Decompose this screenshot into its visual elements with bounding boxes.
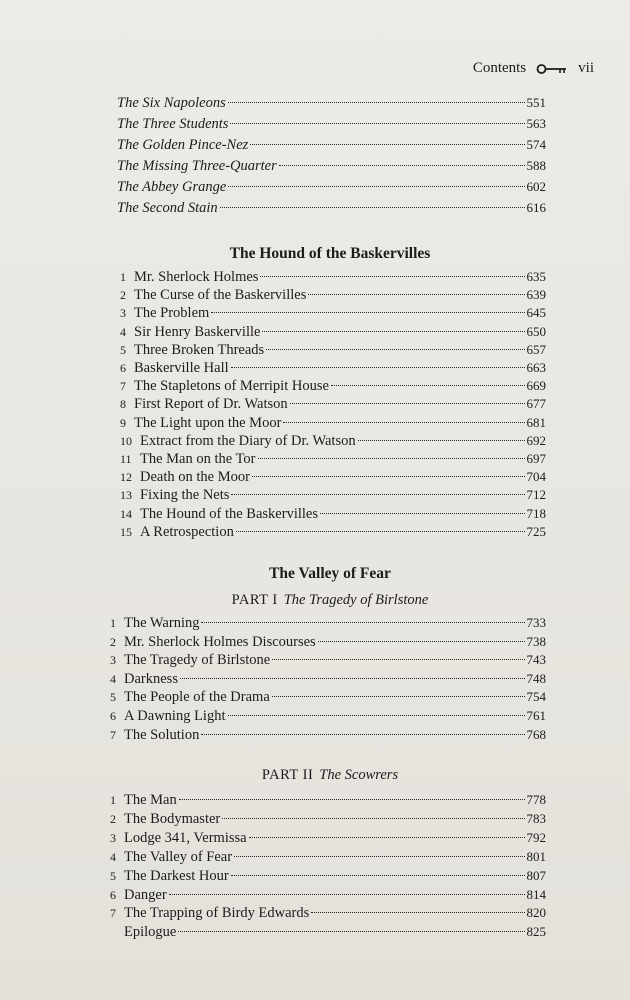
dot-leader xyxy=(178,931,524,932)
entry-title: The Problem xyxy=(134,305,210,322)
entry-title: Lodge 341, Vermissa xyxy=(124,829,247,846)
page-number: 669 xyxy=(526,378,546,394)
page-number: 743 xyxy=(526,652,546,668)
page-number: 697 xyxy=(526,451,546,466)
dot-leader xyxy=(272,659,524,660)
entry-title: The Stapletons of Merripit House xyxy=(134,378,329,395)
dot-leader xyxy=(228,715,525,716)
chapter-number: 12 xyxy=(120,470,132,485)
page-number: 635 xyxy=(526,269,546,284)
entry-title: The Darkest Hour xyxy=(124,867,229,884)
page-number: 825 xyxy=(526,924,546,940)
toc-entry xyxy=(110,886,546,904)
toc-entry xyxy=(120,268,546,286)
part-label: PART I xyxy=(231,592,278,608)
chapter-number: 4 xyxy=(110,671,116,686)
page-number: 725 xyxy=(526,523,546,539)
dot-leader xyxy=(266,349,524,350)
toc-entry xyxy=(120,523,546,541)
chapter-number: 6 xyxy=(110,709,116,723)
page-number: 616 xyxy=(526,200,546,215)
page-number: 748 xyxy=(526,670,546,686)
chapter-number: 6 xyxy=(120,361,126,375)
dot-leader xyxy=(320,513,525,514)
page-number: 718 xyxy=(526,505,546,521)
entry-title: The Abbey Grange xyxy=(117,179,227,195)
entry-title: The Trapping of Birdy Edwards xyxy=(124,905,310,922)
header-page-number: vii xyxy=(578,60,594,76)
dot-leader xyxy=(179,799,525,800)
page-number: 588 xyxy=(526,158,546,173)
page-number: 807 xyxy=(526,867,546,883)
page-number: 551 xyxy=(526,95,546,110)
dot-leader xyxy=(249,837,525,838)
toc-entry xyxy=(120,432,546,450)
dot-leader xyxy=(331,385,525,386)
key-icon xyxy=(536,63,568,75)
dot-leader xyxy=(283,422,524,423)
dot-leader xyxy=(311,912,524,913)
toc-entry xyxy=(110,904,546,922)
chapter-number: 1 xyxy=(120,270,126,284)
dot-leader xyxy=(258,458,525,459)
toc-entry xyxy=(120,414,546,432)
chapter-number: 5 xyxy=(110,690,116,705)
entry-title: The Three Students xyxy=(117,116,229,132)
page-number: 738 xyxy=(526,633,546,649)
toc-entry xyxy=(120,304,546,322)
entry-title: Baskerville Hall xyxy=(134,360,229,376)
dot-leader xyxy=(230,123,524,124)
section-heading-hound: The Hound of the Baskervilles xyxy=(229,245,431,262)
page-number: 778 xyxy=(526,792,546,807)
running-header xyxy=(473,60,594,77)
entry-title: The Man on the Tor xyxy=(140,451,256,467)
toc-entry xyxy=(110,633,546,651)
toc-entry xyxy=(117,136,546,154)
header-label: Contents xyxy=(472,60,527,76)
entry-title: Mr. Sherlock Holmes Discourses xyxy=(124,633,316,650)
toc-entry xyxy=(110,810,546,828)
page-number: 677 xyxy=(526,396,546,412)
page-number: 768 xyxy=(526,726,546,742)
dot-leader xyxy=(236,531,525,532)
dot-leader xyxy=(250,144,524,145)
toc-entry xyxy=(120,486,546,504)
entry-title: The Light upon the Moor xyxy=(134,414,282,431)
dot-leader xyxy=(201,734,524,735)
page-number: 814 xyxy=(526,886,546,902)
toc-entry xyxy=(120,468,546,486)
toc-entry xyxy=(117,94,546,112)
entry-title: The Man xyxy=(124,792,177,808)
page-number: 657 xyxy=(526,341,546,357)
chapter-number: 2 xyxy=(110,811,116,826)
entry-title: The Six Napoleons xyxy=(117,95,226,111)
toc-entry xyxy=(120,286,546,304)
toc-entry xyxy=(110,726,546,744)
entry-title: Epilogue xyxy=(124,924,177,941)
part-subtitle: The Scowrers xyxy=(319,767,399,783)
page-number: 563 xyxy=(526,116,546,131)
entry-title: The People of the Drama xyxy=(124,689,270,706)
chapter-number: 7 xyxy=(110,906,116,921)
chapter-number: 3 xyxy=(110,653,116,668)
dot-leader xyxy=(358,440,525,441)
entry-title: Danger xyxy=(124,886,167,903)
chapter-number: 4 xyxy=(120,324,126,339)
chapter-number: 5 xyxy=(110,868,116,883)
dot-leader xyxy=(228,102,525,103)
section-heading-valley: The Valley of Fear xyxy=(269,565,391,582)
dot-leader xyxy=(234,856,524,857)
entry-title: The Hound of the Baskervilles xyxy=(140,505,318,522)
entry-title: The Bodymaster xyxy=(124,810,221,827)
chapter-number: 7 xyxy=(120,379,126,394)
entry-title: Death on the Moor xyxy=(140,469,250,486)
page-number: 712 xyxy=(526,487,546,503)
entry-title: A Dawning Light xyxy=(124,708,226,724)
dot-leader xyxy=(260,276,524,277)
dot-leader xyxy=(228,186,524,187)
dot-leader xyxy=(222,818,524,819)
toc-entry xyxy=(110,829,546,847)
toc-entry xyxy=(110,688,546,706)
entry-title: The Valley of Fear xyxy=(124,848,233,865)
dot-leader xyxy=(308,294,524,295)
chapter-number: 7 xyxy=(110,727,116,742)
dot-leader xyxy=(201,622,524,623)
dot-leader xyxy=(262,331,524,332)
entry-title: The Golden Pince-Nez xyxy=(117,137,249,153)
page-number: 820 xyxy=(526,905,546,921)
entry-title: Sir Henry Baskerville xyxy=(134,323,261,340)
entry-title: The Solution xyxy=(124,726,200,743)
chapter-number: 10 xyxy=(120,433,132,448)
dot-leader xyxy=(272,696,525,697)
dot-leader xyxy=(231,875,525,876)
page-number: 801 xyxy=(526,848,546,864)
dot-leader xyxy=(252,476,525,477)
page-number: 761 xyxy=(526,708,546,723)
chapter-number: 3 xyxy=(110,830,116,845)
toc-entry xyxy=(110,848,546,866)
chapter-number: 5 xyxy=(120,342,126,357)
entry-title: First Report of Dr. Watson xyxy=(134,396,288,413)
chapter-number: 1 xyxy=(110,616,116,630)
page-number: 783 xyxy=(526,810,546,826)
chapter-number: 8 xyxy=(120,397,126,412)
page-number: 733 xyxy=(526,615,546,630)
part-heading-1 xyxy=(0,592,630,609)
chapter-number: 1 xyxy=(110,793,116,807)
dot-leader xyxy=(290,403,525,404)
entry-title: The Second Stain xyxy=(117,200,218,216)
toc-entry xyxy=(117,115,546,133)
page-number: 792 xyxy=(526,829,546,845)
dot-leader xyxy=(318,641,525,642)
entry-title: Fixing the Nets xyxy=(140,487,230,504)
part-subtitle: The Tragedy of Birlstone xyxy=(283,592,429,608)
entry-title: Extract from the Diary of Dr. Watson xyxy=(140,432,356,449)
dot-leader xyxy=(220,207,525,208)
toc-entry xyxy=(120,395,546,413)
entry-title: The Tragedy of Birlstone xyxy=(124,652,271,669)
toc-entry xyxy=(110,791,546,809)
page-number: 645 xyxy=(526,305,546,321)
toc-entry xyxy=(120,341,546,359)
chapter-number: 2 xyxy=(110,634,116,649)
part-label: PART II xyxy=(261,767,314,783)
entry-title: Mr. Sherlock Holmes xyxy=(134,269,259,285)
chapter-number: 15 xyxy=(120,524,132,539)
chapter-number: 2 xyxy=(120,288,126,303)
dot-leader xyxy=(279,165,525,166)
toc-entry xyxy=(120,377,546,395)
toc-entry xyxy=(120,505,546,523)
chapter-number: 9 xyxy=(120,415,126,430)
toc-entry xyxy=(117,178,546,196)
page-number: 704 xyxy=(526,469,546,485)
chapter-number: 14 xyxy=(120,506,132,521)
toc-entry xyxy=(110,670,546,688)
chapter-number: 3 xyxy=(120,306,126,321)
entry-title: The Curse of the Baskervilles xyxy=(134,287,307,304)
page-number: 754 xyxy=(526,689,546,705)
entry-title: Darkness xyxy=(124,670,178,687)
chapter-number: 11 xyxy=(120,452,132,466)
part-heading-2 xyxy=(0,767,630,784)
page-number: 663 xyxy=(526,360,546,375)
toc-entry xyxy=(117,157,546,175)
entry-title: The Missing Three-Quarter xyxy=(117,158,277,174)
toc-entry xyxy=(110,867,546,885)
toc-entry xyxy=(110,651,546,669)
page-number: 692 xyxy=(526,432,546,448)
toc-entry xyxy=(120,323,546,341)
page-number: 639 xyxy=(526,287,546,303)
chapter-number: 4 xyxy=(110,849,116,864)
dot-leader xyxy=(211,312,524,313)
toc-entry xyxy=(110,923,546,941)
toc-entry xyxy=(110,707,546,725)
entry-title: Three Broken Threads xyxy=(134,341,265,358)
dot-leader xyxy=(231,367,525,368)
chapter-number: 6 xyxy=(110,887,116,902)
dot-leader xyxy=(169,894,525,895)
dot-leader xyxy=(180,678,525,679)
toc-entry xyxy=(110,614,546,632)
toc-entry xyxy=(120,359,546,377)
page-number: 681 xyxy=(526,414,546,430)
toc-entry xyxy=(117,199,546,217)
toc-entry xyxy=(120,450,546,468)
chapter-number: 13 xyxy=(120,488,132,503)
page-number: 650 xyxy=(526,323,546,339)
page-number: 574 xyxy=(526,137,546,152)
entry-title: The Warning xyxy=(124,615,200,631)
entry-title: A Retrospection xyxy=(140,523,234,540)
page-number: 602 xyxy=(526,179,546,194)
dot-leader xyxy=(231,494,524,495)
